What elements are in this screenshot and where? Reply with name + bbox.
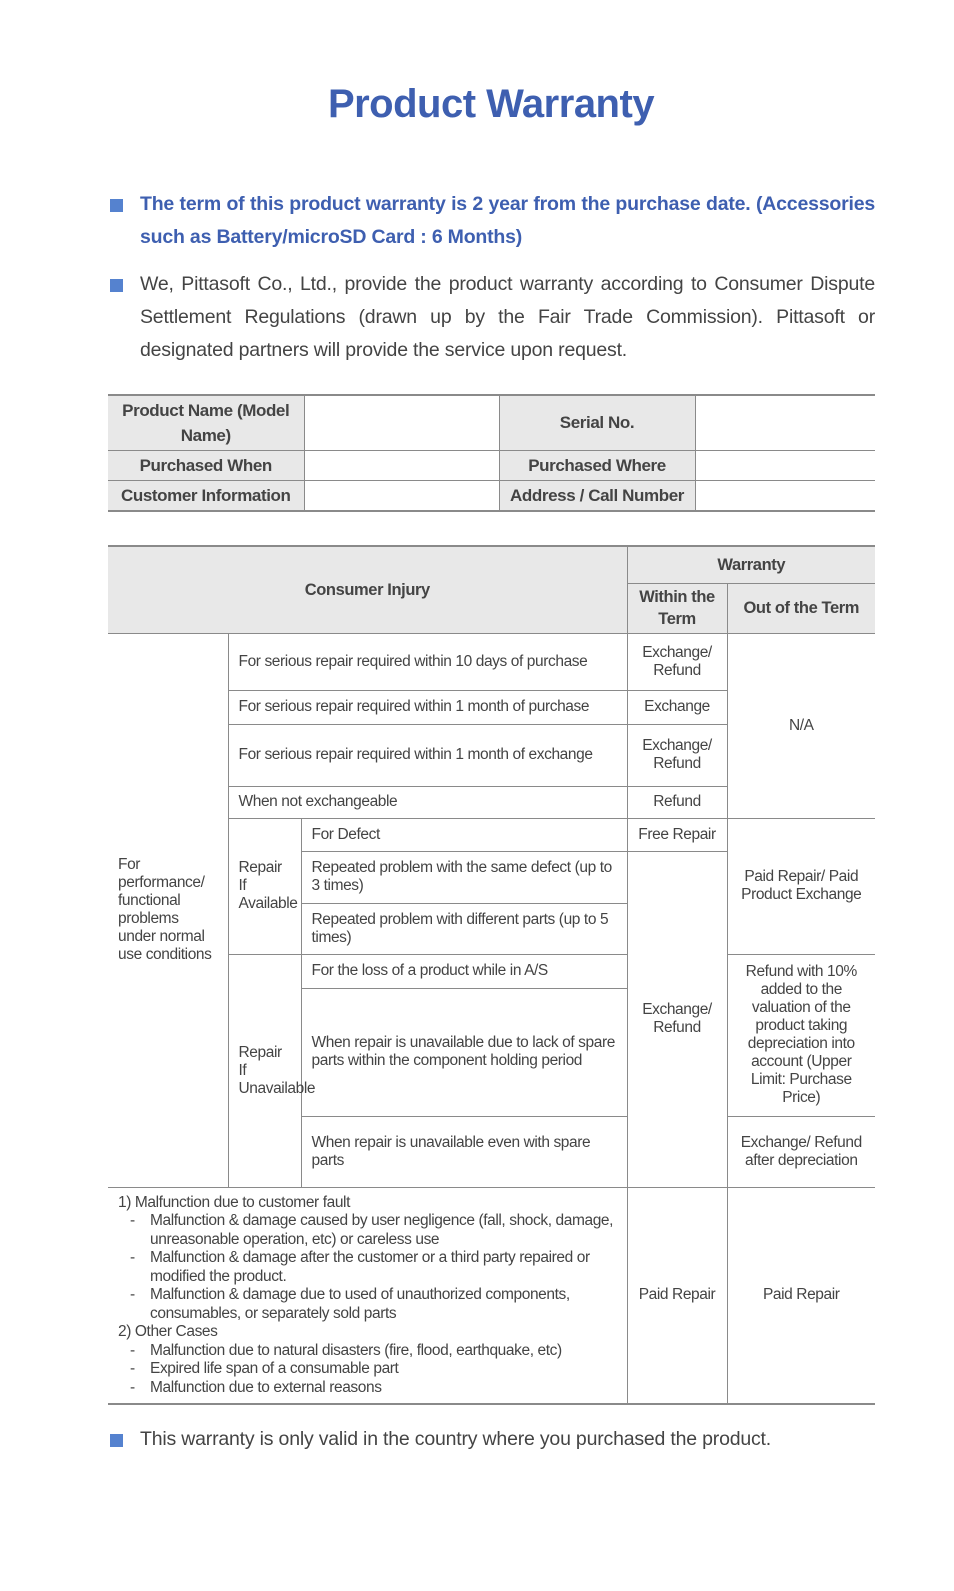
warranty-table <box>108 545 875 1405</box>
table-row-text: Repeated problem with different parts (up to 5 times) <box>301 903 627 954</box>
exchange-refund-cell: Exchange/ Refund <box>627 851 727 1187</box>
bullet-icon <box>110 1434 123 1447</box>
repair-unavailable-cell: Repair If Unavailable <box>228 954 301 1187</box>
na-cell: N/A <box>727 633 875 818</box>
product-info-table <box>108 394 875 512</box>
repair-available-cell: Repair If Available <box>228 818 301 954</box>
category-cell: For performance/ functional problems under normal use conditions <box>108 633 228 1187</box>
serial-label: Serial No. <box>499 395 695 451</box>
table-row-text: For the loss of a product while in A/S <box>301 954 627 988</box>
address-field[interactable] <box>695 481 875 512</box>
page-title: Product Warranty <box>327 82 655 126</box>
within-cell: Exchange <box>627 690 727 724</box>
warranty-header: Warranty <box>627 546 875 583</box>
customer-field[interactable] <box>304 481 499 512</box>
paid-repair-out-cell: Paid Repair <box>727 1187 875 1404</box>
warranty-provider-note: We, Pittasoft Co., Ltd., provide the product warranty according to Consumer Dispute Settlement Regulations (drawn up by the Fair Trade Commission). Pittasoft or designated partners will provide the service upon request. <box>110 268 875 367</box>
refund-10-cell: Refund with 10% added to the valuation of the product taking depreciation into account (Upper Limit: Purchase Price) <box>727 954 875 1116</box>
consumer-injury-header: Consumer Injury <box>108 546 627 633</box>
table-row-text: For Defect <box>301 818 627 851</box>
table-row-text: Repeated problem with the same defect (up to 3 times) <box>301 851 627 903</box>
customer-label: Customer Information <box>108 481 304 512</box>
product-name-label: Product Name (Model Name) <box>108 395 304 451</box>
serial-field[interactable] <box>695 395 875 451</box>
table-row-text: For serious repair required within 1 month of exchange <box>228 724 627 786</box>
within-cell: Exchange/ Refund <box>627 724 727 786</box>
table-row-text: When repair is unavailable due to lack of spare parts within the component holding period <box>301 988 627 1116</box>
within-term-header: Within the Term <box>627 583 727 633</box>
within-cell: Free Repair <box>627 818 727 851</box>
bullet-icon <box>110 279 123 292</box>
purchased-when-field[interactable] <box>304 451 499 481</box>
table-row-text: For serious repair required within 1 month of purchase <box>228 690 627 724</box>
out-term-header: Out of the Term <box>727 583 875 633</box>
country-validity-note: This warranty is only valid in the country where you purchased the product. <box>110 1423 875 1456</box>
fault-cases-cell: 1) Malfunction due to customer fault - Malfunction & damage caused by user negligence (fall, shock, damage, unreasonable operation, etc) or careless use - Malfunction & damage after the customer or a third party repaired or modified the product. - Malfunction & damage due to used of unauthorized components, consumables, or separately sold parts 2) Other Cases - Malfunction due to natural disasters (fire, flood, earthquake, etc) - Expired life span of a consumable part - Malfunction due to external reasons <box>108 1187 627 1404</box>
bullet-icon <box>110 199 123 212</box>
purchased-where-label: Purchased Where <box>499 451 695 481</box>
purchased-when-label: Purchased When <box>108 451 304 481</box>
table-row-text: When not exchangeable <box>228 786 627 818</box>
warranty-term-note: The term of this product warranty is 2 year from the purchase date. (Accessories such as Battery/microSD Card : 6 Months) <box>110 188 875 254</box>
refund-depreciation-cell: Exchange/ Refund after depreciation <box>727 1116 875 1187</box>
within-cell: Refund <box>627 786 727 818</box>
product-name-field[interactable] <box>304 395 499 451</box>
paid-repair-within-cell: Paid Repair <box>627 1187 727 1404</box>
within-cell: Exchange/ Refund <box>627 633 727 690</box>
table-row-text: When repair is unavailable even with spare parts <box>301 1116 627 1187</box>
paid-repair-exchange-cell: Paid Repair/ Paid Product Exchange <box>727 818 875 954</box>
purchased-where-field[interactable] <box>695 451 875 481</box>
address-label: Address / Call Number <box>499 481 695 512</box>
table-row-text: For serious repair required within 10 days of purchase <box>228 633 627 690</box>
